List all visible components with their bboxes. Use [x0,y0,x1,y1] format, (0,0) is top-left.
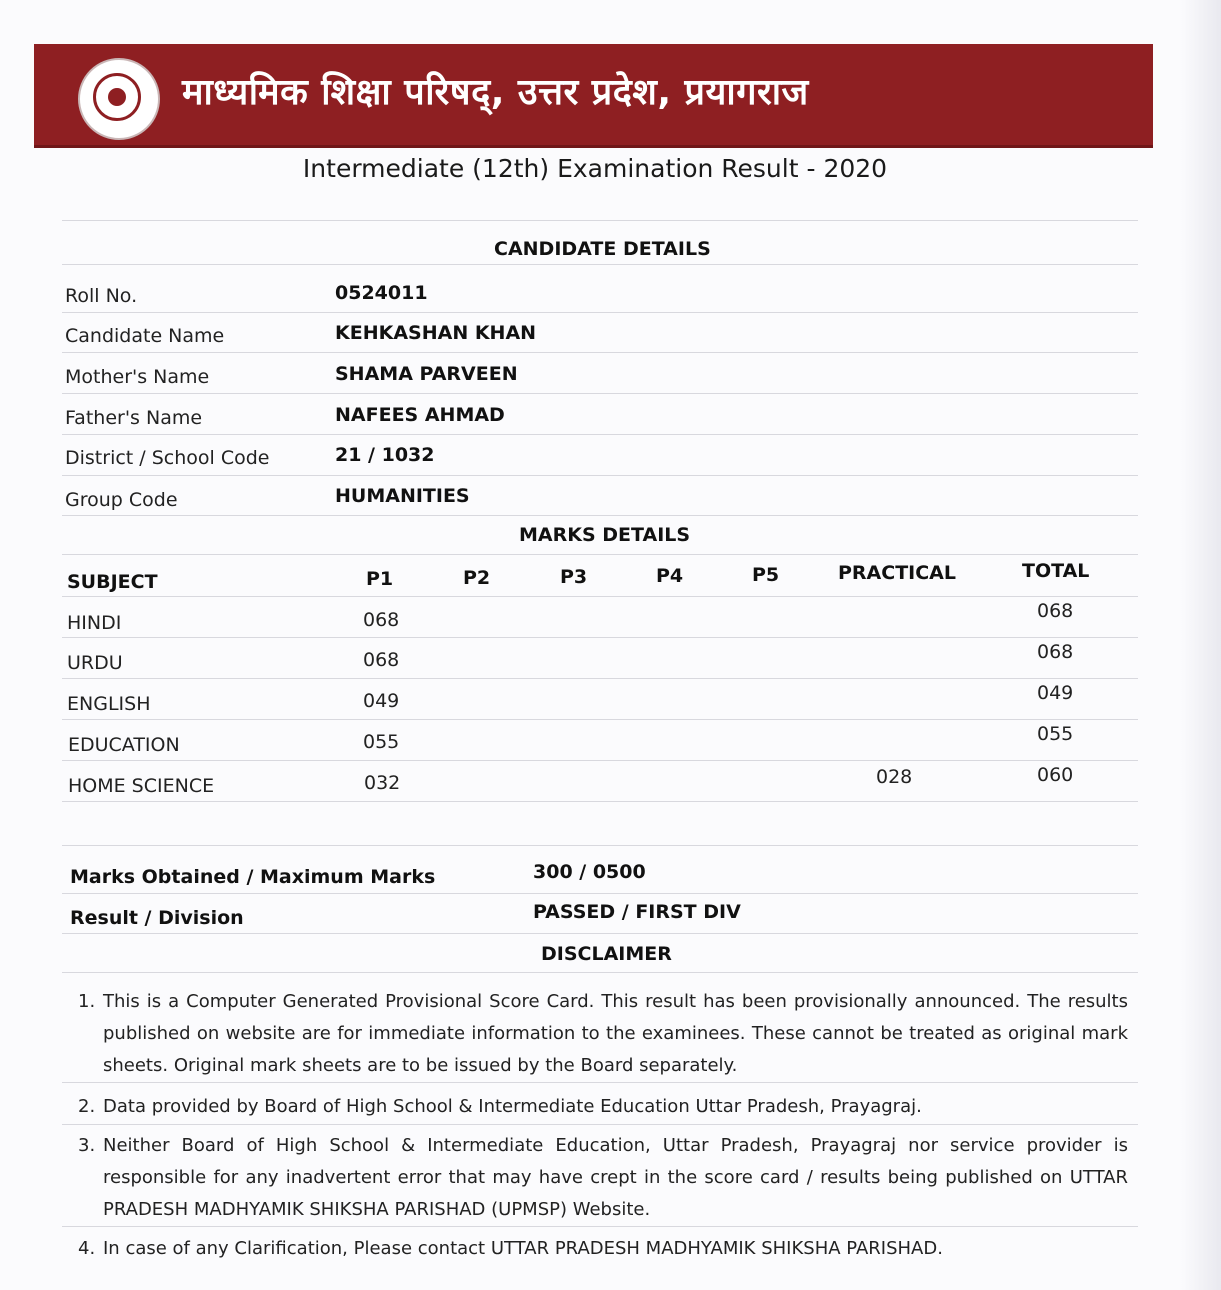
board-name: माध्यमिक शिक्षा परिषद्, उत्तर प्रदेश, प्रयागराज [182,72,809,113]
col-practical: PRACTICAL [838,562,956,584]
col-p1: P1 [366,568,394,590]
divider [62,719,1138,720]
divider [62,220,1138,221]
divider [62,515,1138,516]
col-p3: P3 [560,566,588,588]
item-number: 1. [78,991,96,1012]
subject-cell: HINDI [67,612,122,634]
disclaimer-item [78,1091,1128,1123]
total-cell: 060 [1037,764,1074,786]
divider [62,596,1138,597]
item-text: Neither Board of High School & Intermediate Education, Uttar Pradesh, Prayagraj nor service provider is responsible for any inadvertent error that may have crept in the score card / results being published on UTTAR PRADESH MADHYAMIK SHIKSHA PARISHAD (UPMSP) Website. [103,1135,1128,1220]
subject-cell: ENGLISH [67,693,151,715]
disclaimer-item [78,1233,1128,1265]
exam-title: Intermediate (12th) Examination Result - 2020 [302,154,888,183]
p1-cell: 049 [363,690,400,712]
item-number: 3. [78,1135,96,1156]
group-code-label: Group Code [65,489,178,511]
roll-no-value: 0524011 [335,282,428,304]
divider [62,893,1138,894]
item-text: This is a Computer Generated Provisional Score Card. This result has been provisionally announced. The results published on website are for immediate information to the examinees. These cannot be treated as original mark sheets. Original mark sheets are to be issued by the Board separately. [103,991,1128,1076]
header-band [34,44,1153,148]
divider [62,264,1138,265]
divider [62,352,1138,353]
p1-cell: 068 [363,649,400,671]
father-name-label: Father's Name [65,407,203,429]
divider [62,760,1138,761]
item-text: Data provided by Board of High School & Intermediate Education Uttar Pradesh, Prayagraj. [103,1096,922,1117]
father-name-value: NAFEES AHMAD [335,404,505,426]
divider [62,933,1138,934]
divider [62,1082,1138,1083]
candidate-name-label: Candidate Name [65,325,225,347]
divider [62,434,1138,435]
subject-cell: URDU [67,652,123,674]
col-p4: P4 [656,565,684,587]
result-label: Result / Division [70,907,244,929]
item-number: 4. [78,1238,96,1259]
divider [62,1226,1138,1227]
disclaimer-item [78,1130,1128,1226]
divider [62,475,1138,476]
col-p5: P5 [752,564,780,586]
total-cell: 049 [1037,682,1074,704]
subject-cell: HOME SCIENCE [68,775,215,797]
practical-cell: 028 [876,766,913,788]
group-code-value: HUMANITIES [335,485,470,507]
candidate-details-heading: CANDIDATE DETAILS [494,238,711,260]
divider [62,972,1138,973]
candidate-name-value: KEHKASHAN KHAN [335,322,537,344]
item-text: In case of any Clarification, Please contact UTTAR PRADESH MADHYAMIK SHIKSHA PARISHAD. [103,1238,943,1259]
col-p2: P2 [463,567,491,589]
item-number: 2. [78,1096,96,1117]
page-edge [1181,0,1221,1290]
p1-cell: 055 [363,731,400,753]
disclaimer-heading: DISCLAIMER [541,943,672,965]
school-code-value: 21 / 1032 [335,444,435,466]
divider [62,393,1138,394]
divider [62,554,1138,555]
result-value: PASSED / FIRST DIV [533,901,741,923]
marks-obtained-label: Marks Obtained / Maximum Marks [70,866,436,888]
col-subject: SUBJECT [67,571,158,593]
col-total: TOTAL [1022,560,1090,582]
divider [62,637,1138,638]
roll-no-label: Roll No. [65,285,138,307]
subject-cell: EDUCATION [68,734,180,756]
divider [62,845,1138,846]
total-cell: 068 [1037,641,1074,663]
mother-name-value: SHAMA PARVEEN [335,363,518,385]
school-code-label: District / School Code [65,447,270,469]
divider [62,312,1138,313]
p1-cell: 032 [364,772,401,794]
divider [62,801,1138,802]
board-seal-icon [78,58,160,140]
divider [62,678,1138,679]
mother-name-label: Mother's Name [65,366,210,388]
total-cell: 055 [1037,723,1074,745]
divider [62,1124,1138,1125]
total-cell: 068 [1037,600,1074,622]
disclaimer-item [78,986,1128,1082]
p1-cell: 068 [363,609,400,631]
marks-details-heading: MARKS DETAILS [519,524,691,546]
marks-obtained-value: 300 / 0500 [533,861,646,883]
